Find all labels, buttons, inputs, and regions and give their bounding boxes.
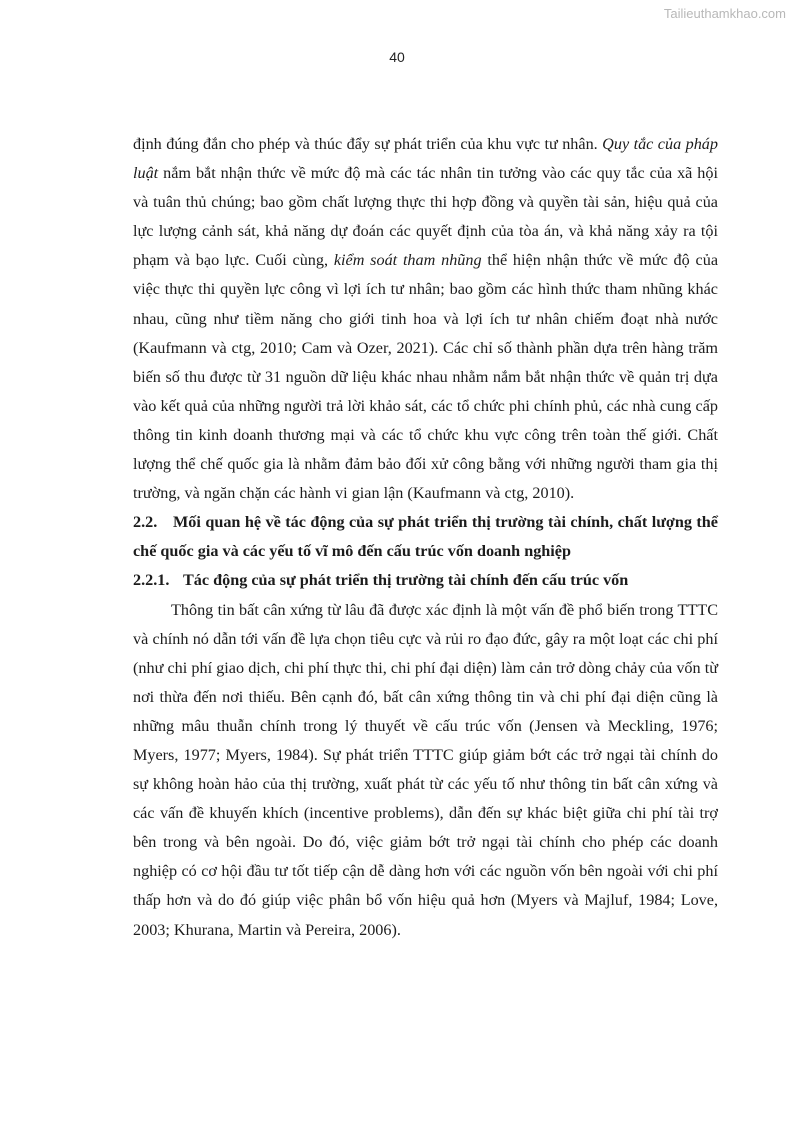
section-title: Mối quan hệ về tác động của sự phát triển thị trường tài chính, chất lượng thể chế quốc gia và các yếu tố vĩ mô đến cấu trúc vốn doanh nghiệp [133, 513, 718, 561]
document-body [133, 130, 718, 945]
paragraph-text: nắm bắt nhận thức về mức độ mà các tác nhân tin tưởng vào các quy tắc của xã hội và tuân thủ chúng; bao gồm chất lượng thực thi hợp đồng và quyền tài sản, hiệu quả của lực lượng cảnh sát, khả năng dự đoán các quyết định của tòa án, và khả năng xảy ra tội phạm và bạo lực. Cuối cùng, [133, 164, 718, 270]
section-title: Tác động của sự phát triển thị trường tài chính đến cấu trúc vốn [183, 571, 629, 590]
section-heading-2-2 [133, 508, 718, 566]
paragraph-text: định đúng đắn cho phép và thúc đẩy sự phát triển của khu vực tư nhân. [133, 135, 603, 153]
section-number: 2.2.1. [133, 571, 170, 590]
page-number: 40 [389, 49, 405, 65]
italic-term-control-of-corruption: kiểm soát tham nhũng [333, 251, 482, 270]
paragraph-text: thể hiện nhận thức về mức độ của việc thực thi quyền lực công vì lợi ích tư nhân; bao gồm các hình thức tham nhũng khác nhau, cũng như tiềm năng cho giới tinh hoa và lợi ích tư nhân chiếm đoạt nhà nước (Kaufmann và ctg, 2010; Cam và Ozer, 2021). Các chỉ số thành phần dựa trên hàng trăm biến số thu được từ 31 nguồn dữ liệu khác nhau nhằm nắm bắt nhận thức về quản trị dựa vào kết quả của những người trả lời khảo sát, các tổ chức phi chính phủ, các nhà cung cấp thông tin kinh doanh thương mại và các tổ chức khu vực công trên toàn thế giới. Chất lượng thể chế quốc gia là nhằm đảm bảo đối xử công bằng với những người tham gia thị trường, và ngăn chặn các hành vi gian lận (Kaufmann và ctg, 2010). [133, 251, 718, 503]
watermark: Tailieuthamkhao.com [663, 6, 786, 21]
section-heading-2-2-1 [133, 566, 718, 595]
paragraph-information-asymmetry: Thông tin bất cân xứng từ lâu đã được xác định là một vấn đề phổ biến trong TTTC và chính nó dẫn tới vấn đề lựa chọn tiêu cực và rủi ro đạo đức, gây ra một loạt các chi phí (như chi phí giao dịch, chi phí thực thi, chi phí đại diện) làm cản trở dòng chảy của vốn từ nơi thừa đến nơi thiếu. Bên cạnh đó, bất cân xứng thông tin và chi phí đại diện cũng là những mâu thuẫn chính trong lý thuyết về cấu trúc vốn (Jensen và Meckling, 1976; Myers, 1977; Myers, 1984). Sự phát triển TTTC giúp giảm bớt các trở ngại tài chính do sự không hoàn hảo của thị trường, xuất phát từ các yếu tố như thông tin bất cân xứng và các vấn đề khuyến khích (incentive problems), dẫn đến sự khác biệt giữa chi phí tài trợ bên trong và bên ngoài. Do đó, việc giảm bớt trở ngại tài chính cho phép các doanh nghiệp có cơ hội đầu tư tốt tiếp cận dễ dàng hơn với các nguồn vốn bên ngoài với chi phí thấp hơn và do đó giúp việc phân bổ vốn hiệu quả hơn (Myers và Majluf, 1984; Love, 2003; Khurana, Martin và Pereira, 2006). [133, 600, 718, 939]
section-number: 2.2. [133, 513, 158, 532]
paragraph-governance-indicators [133, 130, 718, 508]
italic-term-rule-of-law: Quy tắc của pháp luật [133, 135, 718, 183]
